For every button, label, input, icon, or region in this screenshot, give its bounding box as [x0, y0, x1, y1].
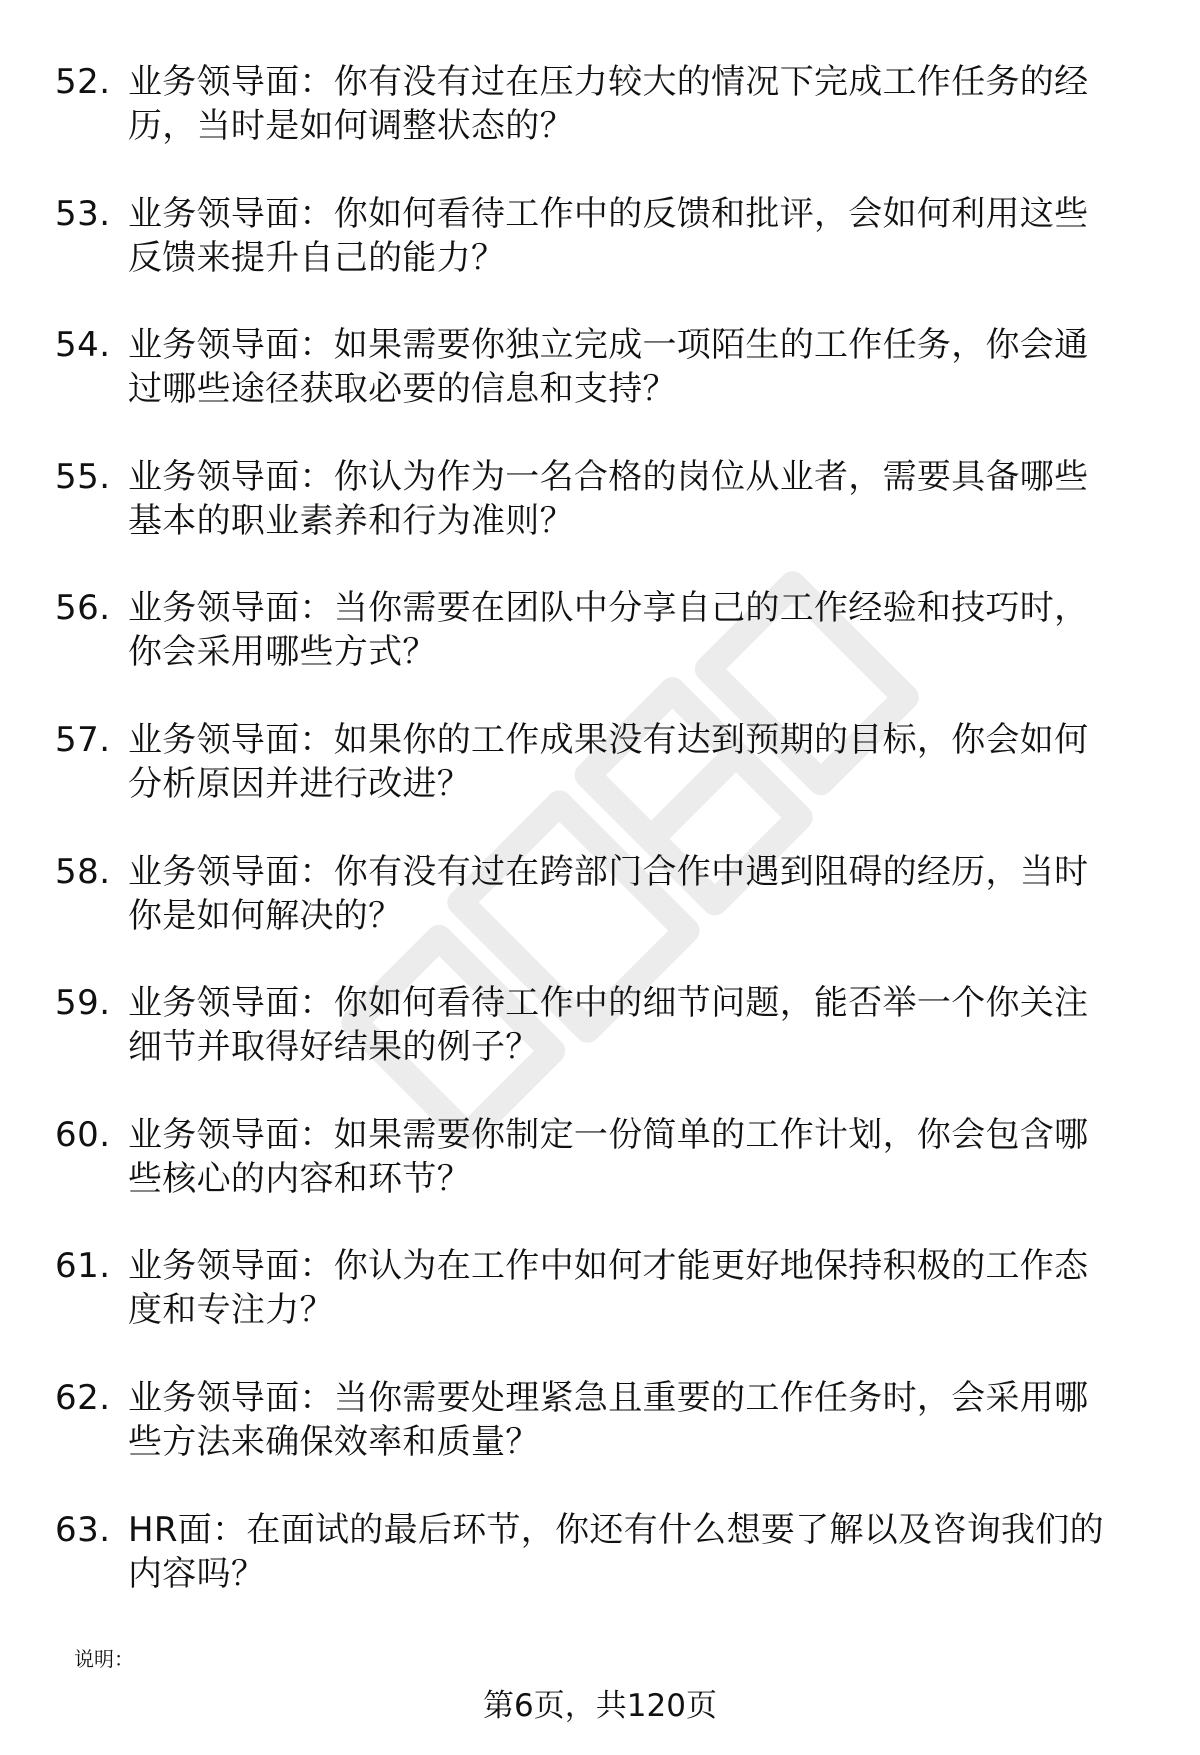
page-footer: 第6页，共120页: [483, 1688, 717, 1724]
question-number: 60.: [55, 1114, 111, 1155]
question-line: 业务领导面：当你需要处理紧急且重要的工作任务时，会采用哪: [128, 1377, 1089, 1418]
question-line: 业务领导面：如果你的工作成果没有达到预期的目标，你会如何: [128, 719, 1089, 760]
question-item: [55, 60, 1155, 192]
question-line: 业务领导面：如果需要你制定一份简单的工作计划，你会包含哪: [128, 1114, 1089, 1155]
question-line: 过哪些途径获取必要的信息和支持？: [128, 369, 677, 410]
question-line: 业务领导面：你认为作为一名合格的岗位从业者，需要具备哪些: [128, 456, 1089, 497]
question-line: 些核心的内容和环节？: [128, 1158, 471, 1199]
question-text: [128, 192, 1148, 280]
question-text: [128, 586, 1148, 674]
question-item: [55, 323, 1155, 455]
question-number: 61.: [55, 1246, 111, 1287]
question-text: [128, 718, 1148, 806]
question-text: [128, 323, 1148, 411]
question-text: [128, 60, 1148, 148]
note-label: 说明：: [74, 1647, 134, 1671]
question-line: 业务领导面：当你需要在团队中分享自己的工作经验和技巧时，: [128, 588, 1089, 629]
question-line: 你是如何解决的？: [128, 895, 403, 936]
question-line: 分析原因并进行改进？: [128, 763, 471, 804]
question-text: [128, 1244, 1148, 1332]
question-line: 你会采用哪些方式？: [128, 632, 437, 673]
question-item: [55, 1244, 1155, 1376]
question-text: [128, 1113, 1148, 1201]
question-line: 细节并取得好结果的例子？: [128, 1027, 540, 1068]
question-line: 业务领导面：你有没有过在跨部门合作中遇到阻碍的经历，当时: [128, 851, 1089, 892]
question-text: [128, 850, 1148, 938]
question-number: 54.: [55, 325, 111, 366]
question-line: 些方法来确保效率和质量？: [128, 1421, 540, 1462]
question-number: 53.: [55, 193, 111, 234]
question-number: 56.: [55, 588, 111, 629]
question-line: 业务领导面：如果需要你独立完成一项陌生的工作任务，你会通: [128, 325, 1089, 366]
question-number: 62.: [55, 1377, 111, 1418]
question-line: 内容吗？: [128, 1553, 266, 1594]
question-line: 反馈来提升自己的能力？: [128, 237, 506, 278]
question-line: 业务领导面：你如何看待工作中的细节问题，能否举一个你关注: [128, 983, 1089, 1024]
question-number: 58.: [55, 851, 111, 892]
question-item: [55, 981, 1155, 1113]
question-item: [55, 1113, 1155, 1245]
question-line: HR面：在面试的最后环节，你还有什么想要了解以及咨询我们的: [128, 1509, 1104, 1550]
question-item: [55, 850, 1155, 982]
question-item: [55, 586, 1155, 718]
question-item: [55, 718, 1155, 850]
question-list: [55, 60, 1155, 1639]
question-text: [128, 1508, 1148, 1596]
question-number: 59.: [55, 983, 111, 1024]
question-text: [128, 455, 1148, 543]
question-line: 历，当时是如何调整状态的？: [128, 106, 574, 146]
question-number: 55.: [55, 456, 111, 497]
question-text: [128, 981, 1148, 1069]
question-line: 业务领导面：你如何看待工作中的反馈和批评，会如何利用这些: [128, 193, 1089, 234]
question-item: [55, 455, 1155, 587]
question-text: [128, 1376, 1148, 1464]
question-line: 业务领导面：你认为在工作中如何才能更好地保持积极的工作态: [128, 1246, 1089, 1287]
question-line: 基本的职业素养和行为准则？: [128, 500, 574, 541]
question-item: [55, 1376, 1155, 1508]
question-line: 度和专注力？: [128, 1290, 334, 1331]
question-number: 63.: [55, 1509, 111, 1550]
question-item: [55, 192, 1155, 324]
question-item: [55, 1508, 1155, 1640]
question-number: 52.: [55, 62, 111, 102]
question-number: 57.: [55, 719, 111, 760]
question-line: 业务领导面：你有没有过在压力较大的情况下完成工作任务的经: [128, 62, 1089, 102]
